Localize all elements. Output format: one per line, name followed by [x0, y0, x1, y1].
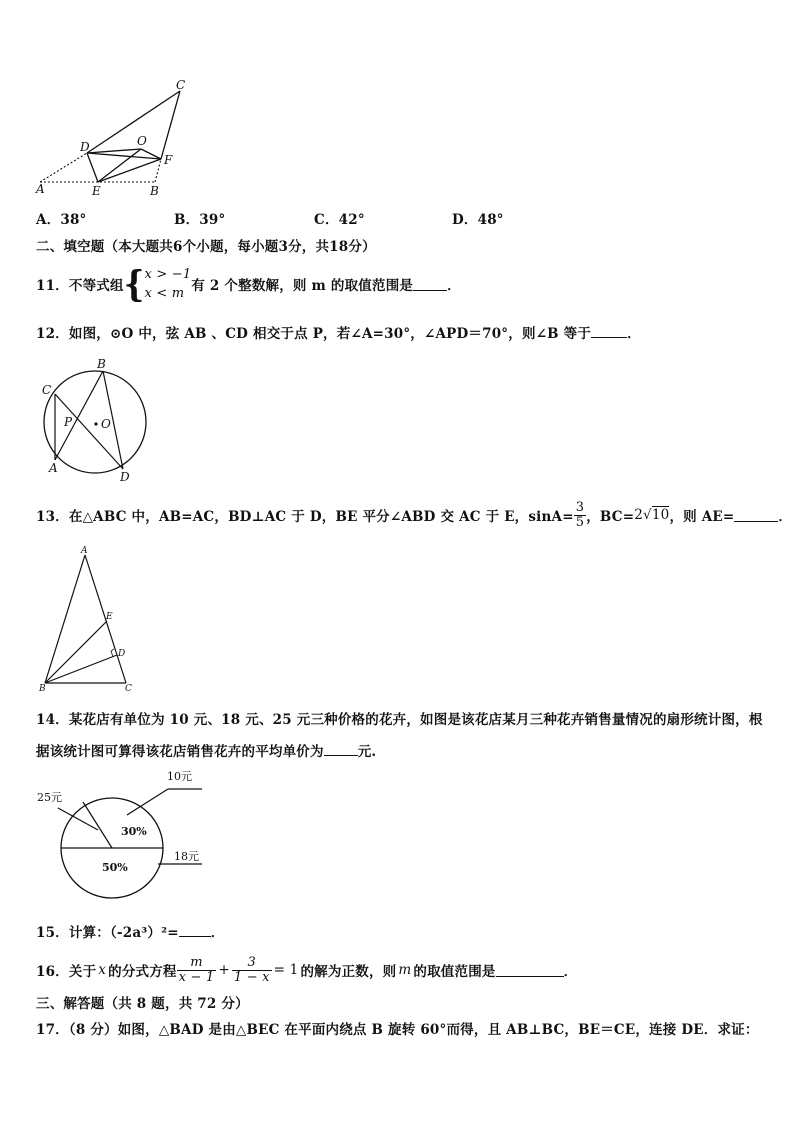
pie-label-25: 25元: [37, 791, 62, 804]
fig-label-f: F: [164, 153, 173, 167]
question-16: [36, 950, 577, 990]
q16-f1-num: m: [177, 956, 217, 971]
q16-f1-den: x − 1: [178, 969, 215, 985]
q14-end: 元.: [357, 744, 377, 760]
q16-plus: +: [218, 962, 230, 978]
fig-label-b: B: [150, 184, 159, 198]
q11-ineq-1: x > −1: [144, 267, 192, 282]
q16-end: ．: [563, 964, 578, 980]
question-13: [36, 494, 792, 536]
q14-line2-text: 据该统计图可算得该花店销售花卉的平均单价为: [36, 744, 324, 760]
answer-blank-15: [179, 924, 211, 937]
q12-text: 12．如图，⊙O 中，弦 AB 、CD 相交于点 P，若∠A=30°，∠APD＝70°，则∠B 等于: [36, 326, 592, 342]
answer-blank-14: [324, 743, 358, 756]
q16-fraction-1: [177, 956, 217, 984]
section-heading-answer: 三、解答题（共 8 题，共 72 分）: [36, 996, 249, 1012]
q16-var-m: m: [398, 962, 412, 978]
sqrt-symbol: √: [643, 507, 652, 523]
q13-frac-num: 3: [575, 499, 585, 515]
q13-fraction: [574, 501, 586, 529]
answer-blank-16: [496, 964, 564, 977]
option-b: B．39°: [174, 212, 226, 228]
fig12-label-a: A: [49, 461, 58, 475]
brace-symbol: {: [123, 263, 145, 305]
option-c: C．42°: [314, 212, 365, 228]
q13-end: ．: [778, 509, 793, 525]
pie-label-10: 10元: [167, 770, 192, 783]
answer-blank-11: [413, 278, 447, 291]
q13-suffix: ，则 AE=: [669, 509, 735, 525]
q13-mid: ，BC=: [586, 509, 635, 525]
pie-pct-50: 50%: [102, 861, 128, 874]
pie-pct-30: 30%: [121, 825, 147, 838]
fig13-label-a: A: [81, 546, 88, 556]
option-a: A．38°: [36, 212, 87, 228]
q11-prefix: 11．不等式组: [36, 278, 124, 294]
question-14-line-1: 14．某花店有单位为 10 元、18 元、25 元三种价格的花卉，如图是该花店某月三种花卉销售量情况的扇形统计图，根: [36, 712, 763, 728]
q16-var-x: x: [98, 962, 107, 978]
fig13-label-c: C: [125, 684, 132, 694]
fig13-label-e: E: [106, 612, 113, 622]
fig13-label-b: B: [39, 684, 46, 694]
q16-f2-den: 1 − x: [233, 969, 270, 985]
q15-text: 15．计算：（-2a³）²=: [36, 925, 179, 941]
q13-root-coef: 2: [634, 507, 644, 523]
fig12-label-d: D: [120, 470, 130, 484]
answer-blank-12: [591, 325, 627, 338]
question-11: [36, 264, 461, 304]
figure-q13: [35, 545, 145, 695]
question-14-line-2: [36, 740, 376, 760]
question-15: [36, 921, 224, 941]
q16-equals: = 1: [273, 962, 299, 978]
q12-end: ．: [627, 326, 641, 342]
q16-prefix: 16．关于: [36, 964, 97, 980]
q16-mid: 的分式方程: [108, 964, 177, 980]
q16-suffix1: 的解为正数，则: [300, 964, 397, 980]
q11-end: ．: [447, 278, 461, 294]
fig12-label-o: O: [101, 417, 111, 431]
q13-radical: [634, 507, 669, 523]
q13-root-val: 10: [651, 507, 670, 523]
fig12-label-b: B: [97, 357, 106, 371]
figure-q10: [30, 75, 200, 200]
q13-frac-den: 5: [575, 514, 585, 530]
fig-label-o: O: [137, 134, 147, 148]
fig12-label-c: C: [42, 383, 52, 397]
option-d: D．48°: [452, 212, 504, 228]
fig-label-d: D: [80, 140, 90, 154]
fig12-label-p: P: [64, 415, 73, 429]
fig-label-e: E: [92, 184, 101, 198]
q11-suffix: 有 2 个整数解，则 m 的取值范围是: [191, 278, 414, 294]
q13-prefix: 13．在△ABC 中，AB=AC，BD⊥AC 于 D，BE 平分∠ABD 交 AC 于 E，sinA=: [36, 509, 574, 525]
section-heading-fill-blank: 二、填空题（本大题共6个小题，每小题3分，共18分）: [36, 239, 376, 255]
q11-ineq-2: x < m: [144, 286, 185, 301]
q16-fraction-2: [232, 956, 272, 984]
q15-end: ．: [210, 925, 225, 941]
figure-q12: [35, 356, 155, 484]
fig-label-a: A: [36, 182, 45, 196]
figure-q14-pie: [30, 768, 210, 902]
fig-label-c: C: [176, 78, 186, 92]
answer-blank-13: [734, 509, 778, 522]
fig13-label-d: D: [118, 649, 126, 659]
q11-system: [144, 265, 191, 303]
q16-suffix2: 的取值范围是: [413, 964, 496, 980]
question-12: [36, 322, 641, 342]
pie-label-18: 18元: [174, 850, 199, 863]
question-17: 17．（8 分）如图，△BAD 是由△BEC 在平面内绕点 B 旋转 60°而得，且 AB⊥BC，BE＝CE，连接 DE．求证：: [36, 1022, 759, 1038]
q16-f2-num: 3: [232, 956, 272, 971]
